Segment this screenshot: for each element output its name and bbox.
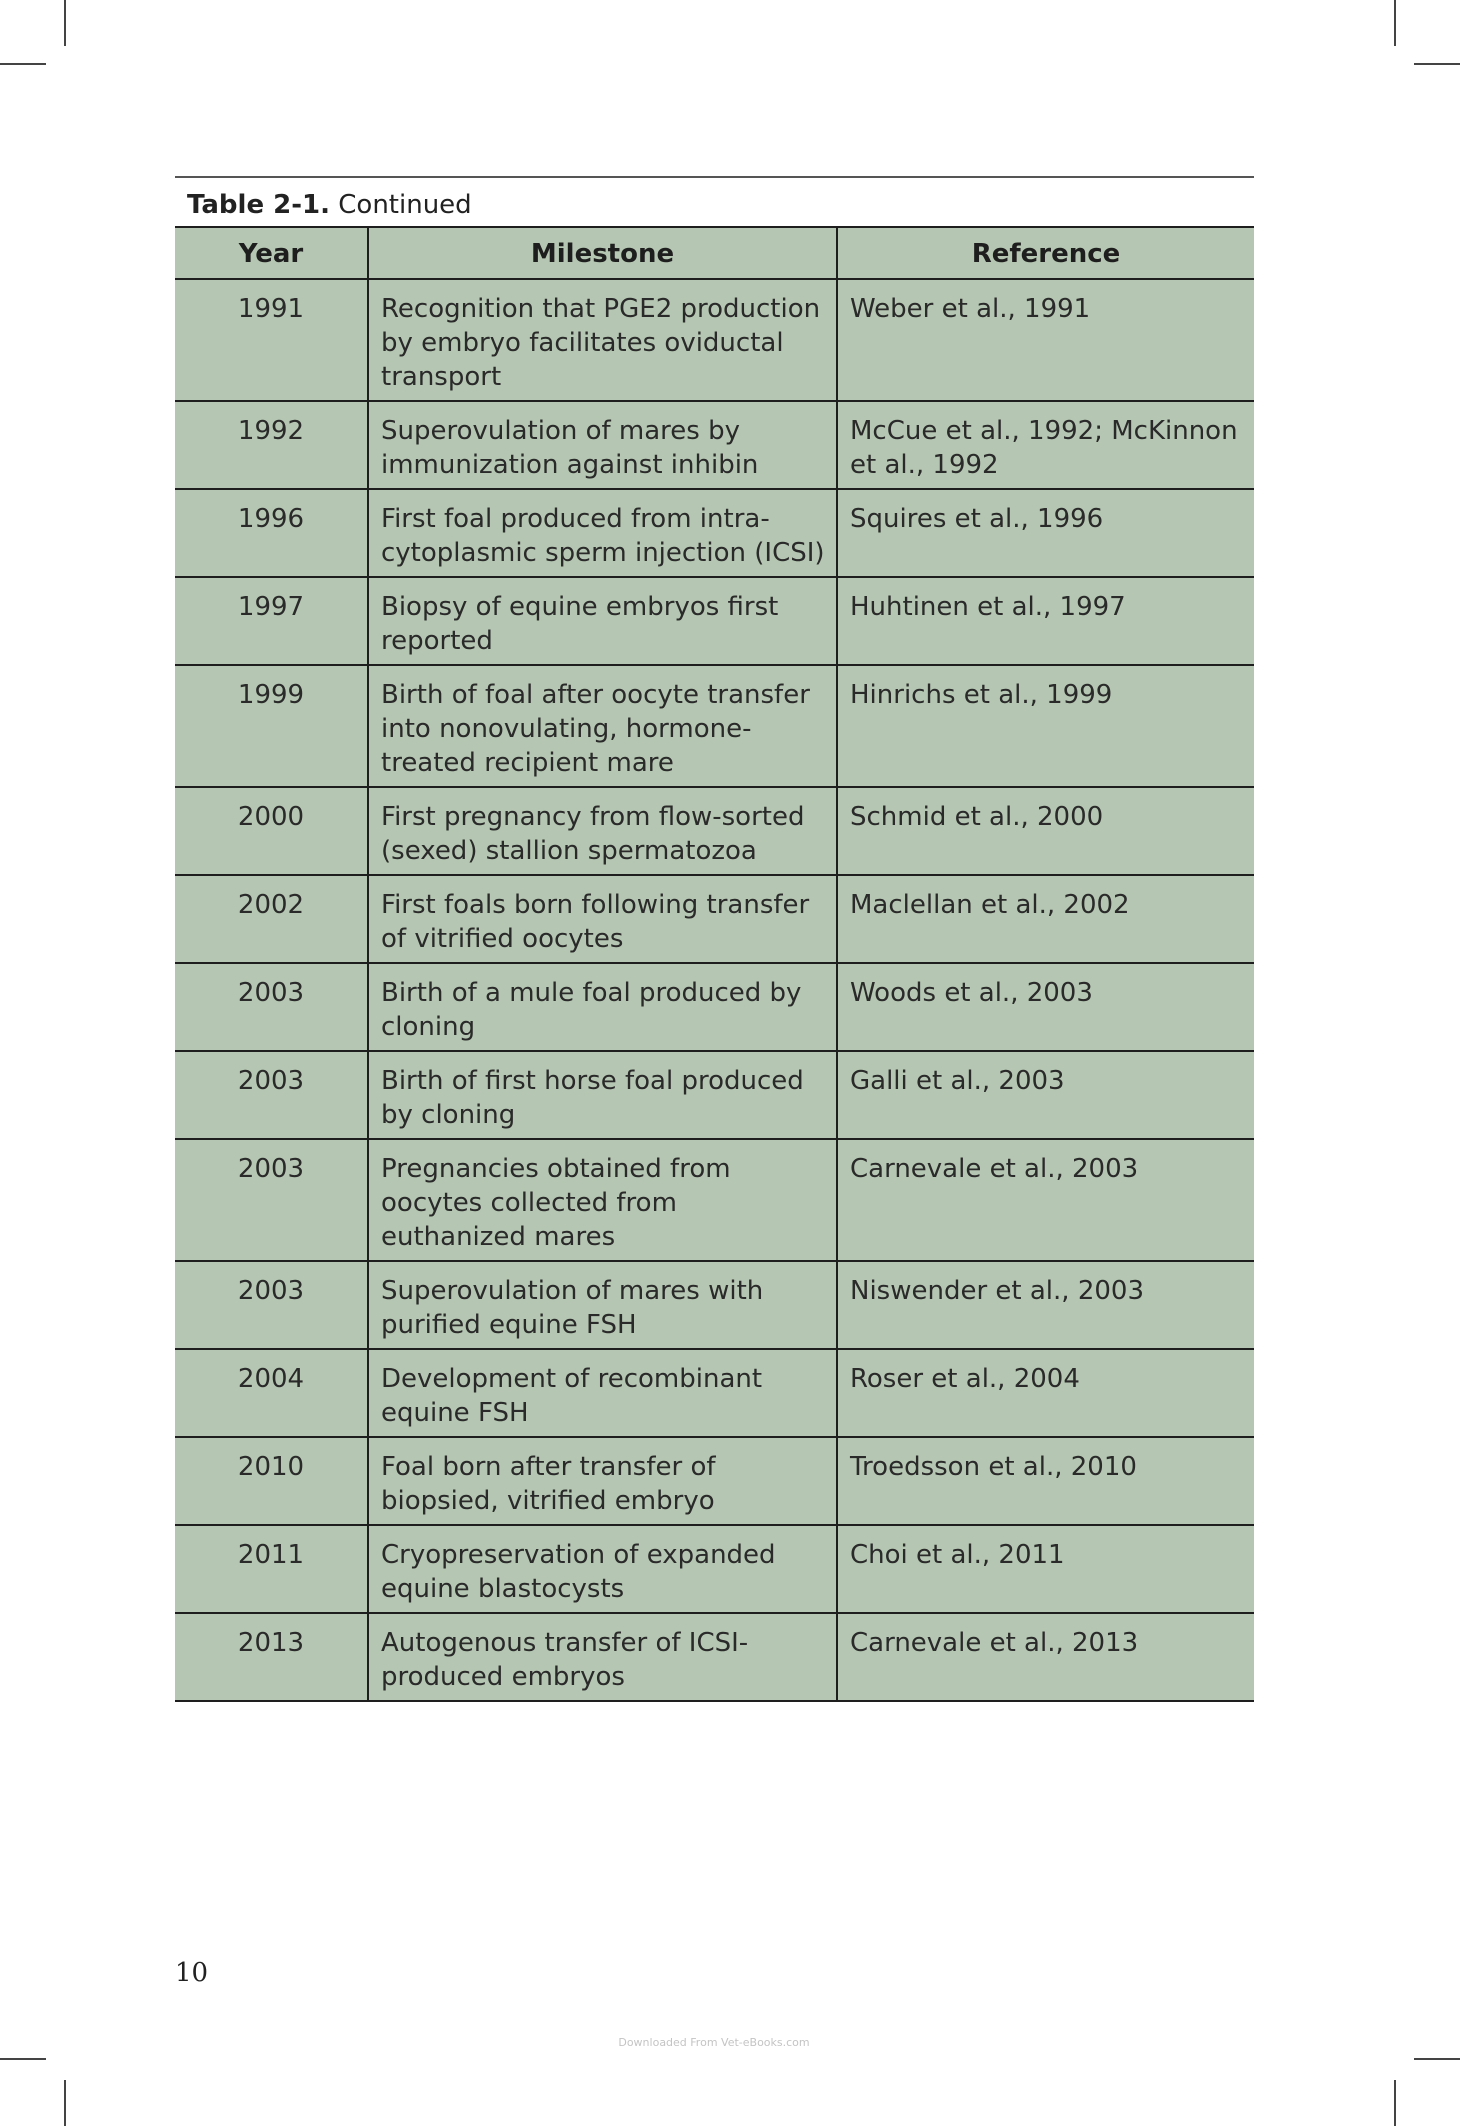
cell-reference: Woods et al., 2003: [837, 963, 1254, 1051]
cell-milestone: Pregnancies obtained from oocytes collected from euthanized mares: [368, 1139, 837, 1261]
crop-mark: [64, 2080, 66, 2126]
cell-reference: Niswender et al., 2003: [837, 1261, 1254, 1349]
cell-reference: Hinrichs et al., 1999: [837, 665, 1254, 787]
cell-year: 1999: [175, 665, 368, 787]
cell-reference: McCue et al., 1992; McKinnon et al., 1992: [837, 401, 1254, 489]
table-row: [175, 787, 1254, 875]
cell-reference: Choi et al., 2011: [837, 1525, 1254, 1613]
milestones-table: [175, 226, 1254, 1702]
table-header-row: [175, 227, 1254, 279]
cell-year: 1996: [175, 489, 368, 577]
table-row: [175, 1261, 1254, 1349]
table-row: [175, 875, 1254, 963]
page-number: 10: [175, 1958, 209, 1988]
cell-year: 2013: [175, 1613, 368, 1701]
table-row: [175, 1139, 1254, 1261]
cell-milestone: First foal produced from intra-cytoplasmic sperm injection (ICSI): [368, 489, 837, 577]
cell-year: 2003: [175, 1261, 368, 1349]
table-caption: [175, 176, 1254, 226]
cell-milestone: Birth of a mule foal produced by cloning: [368, 963, 837, 1051]
cell-milestone: Birth of foal after oocyte transfer into nonovulating, hormone-treated recipient mare: [368, 665, 837, 787]
crop-mark: [0, 63, 46, 65]
cell-year: 2004: [175, 1349, 368, 1437]
crop-mark: [1414, 2058, 1460, 2060]
table-caption-text: Continued: [338, 190, 472, 220]
table-row: [175, 1051, 1254, 1139]
table-row: [175, 1349, 1254, 1437]
cell-milestone: Cryopreservation of expanded equine blastocysts: [368, 1525, 837, 1613]
cell-year: 2002: [175, 875, 368, 963]
cell-reference: Roser et al., 2004: [837, 1349, 1254, 1437]
cell-reference: Carnevale et al., 2003: [837, 1139, 1254, 1261]
cell-year: 2000: [175, 787, 368, 875]
cell-milestone: Biopsy of equine embryos first reported: [368, 577, 837, 665]
cell-milestone: First foals born following transfer of vitrified oocytes: [368, 875, 837, 963]
cell-year: 1997: [175, 577, 368, 665]
crop-mark: [1414, 63, 1460, 65]
cell-reference: Troedsson et al., 2010: [837, 1437, 1254, 1525]
table-row: [175, 963, 1254, 1051]
table-row: [175, 577, 1254, 665]
table-row: [175, 665, 1254, 787]
cell-milestone: Development of recombinant equine FSH: [368, 1349, 837, 1437]
table-row: [175, 279, 1254, 401]
cell-reference: Huhtinen et al., 1997: [837, 577, 1254, 665]
cell-reference: Galli et al., 2003: [837, 1051, 1254, 1139]
cell-year: 1992: [175, 401, 368, 489]
crop-mark: [1394, 2080, 1396, 2126]
cell-reference: Weber et al., 1991: [837, 279, 1254, 401]
cell-year: 2003: [175, 1139, 368, 1261]
cell-milestone: Superovulation of mares with purified equine FSH: [368, 1261, 837, 1349]
cell-milestone: Birth of first horse foal produced by cloning: [368, 1051, 837, 1139]
header-reference: Reference: [837, 227, 1254, 279]
table-caption-label: Table 2-1.: [187, 190, 330, 220]
cell-reference: Maclellan et al., 2002: [837, 875, 1254, 963]
cell-year: 2011: [175, 1525, 368, 1613]
cell-milestone: Autogenous transfer of ICSI-produced embryos: [368, 1613, 837, 1701]
cell-reference: Squires et al., 1996: [837, 489, 1254, 577]
crop-mark: [1394, 0, 1396, 46]
cell-year: 2010: [175, 1437, 368, 1525]
cell-reference: Carnevale et al., 2013: [837, 1613, 1254, 1701]
table-row: [175, 401, 1254, 489]
cell-year: 1991: [175, 279, 368, 401]
cell-milestone: Recognition that PGE2 production by embryo facilitates oviductal transport: [368, 279, 837, 401]
footer-credit: Downloaded From Vet-eBooks.com: [618, 2036, 810, 2049]
header-milestone: Milestone: [368, 227, 837, 279]
table-row: [175, 1613, 1254, 1701]
cell-reference: Schmid et al., 2000: [837, 787, 1254, 875]
cell-year: 2003: [175, 1051, 368, 1139]
table-row: [175, 489, 1254, 577]
table-row: [175, 1525, 1254, 1613]
cell-milestone: Foal born after transfer of biopsied, vitrified embryo: [368, 1437, 837, 1525]
cell-milestone: Superovulation of mares by immunization against inhibin: [368, 401, 837, 489]
table-row: [175, 1437, 1254, 1525]
cell-year: 2003: [175, 963, 368, 1051]
crop-mark: [64, 0, 66, 46]
crop-mark: [0, 2058, 46, 2060]
header-year: Year: [175, 227, 368, 279]
cell-milestone: First pregnancy from flow-sorted (sexed) stallion spermatozoa: [368, 787, 837, 875]
